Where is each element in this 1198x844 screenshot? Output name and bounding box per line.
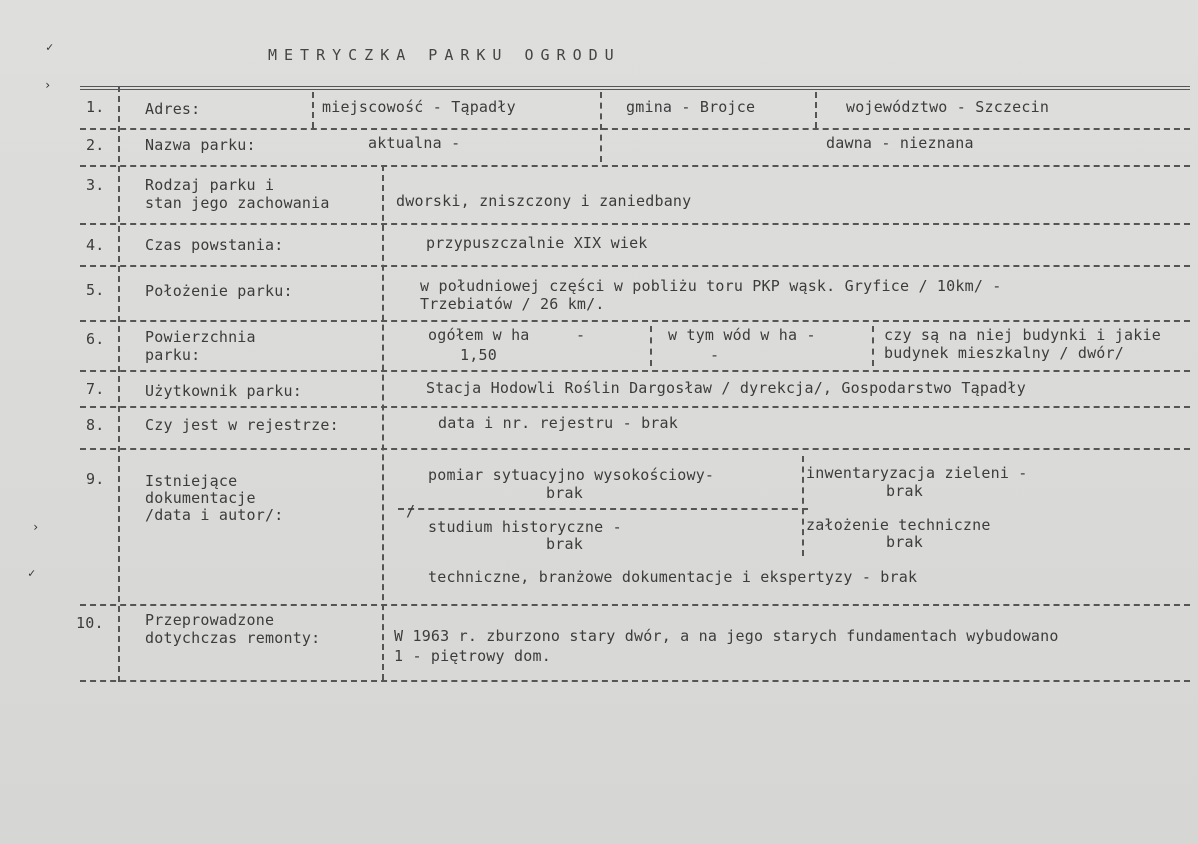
row-rule <box>80 370 1190 372</box>
area-value: 1,50 <box>460 346 497 364</box>
buildings-question: czy są na niej budynki i jakie <box>884 326 1161 344</box>
cell-rule <box>650 326 652 366</box>
margin-mark: › <box>32 520 40 534</box>
row-value: Stacja Hodowli Roślin Dargosław / dyrekcja/, Gospodarstwo Tąpadły <box>426 379 1026 397</box>
row-label: parku: <box>145 346 201 364</box>
row-label: Rodzaj parku i <box>145 176 275 194</box>
row-number: 10. <box>76 614 104 632</box>
cell-rule <box>815 92 817 128</box>
row-label: Powierzchnia <box>145 328 256 346</box>
water-value: - <box>710 346 720 364</box>
row-rule <box>80 223 1190 225</box>
row-rule <box>80 320 1190 322</box>
row-number: 1. <box>86 98 105 116</box>
document-title: METRYCZKA PARKU OGRODU <box>268 46 621 64</box>
row-rule <box>80 165 1190 167</box>
row-number: 7. <box>86 380 105 398</box>
row-label: Czas powstania: <box>145 236 284 254</box>
doc-name: założenie techniczne <box>806 516 991 534</box>
doc-status: brak <box>546 535 583 553</box>
row-number: 6. <box>86 330 105 348</box>
docs-footer: techniczne, branżowe dokumentacje i ekspertyzy - brak <box>428 568 918 586</box>
row-label: dotychczas remonty: <box>145 629 321 647</box>
row-value: Trzebiatów / 26 km/. <box>420 295 605 313</box>
area-label: ogółem w ha <box>428 326 530 344</box>
row-label: /data i autor/: <box>145 506 284 524</box>
row-value: przypuszczalnie XIX wiek <box>426 234 648 252</box>
doc-name: studium historyczne - <box>428 518 622 536</box>
row-rule <box>80 128 1190 130</box>
cell-value: województwo - Szczecin <box>846 98 1050 116</box>
row-value: w południowej części w pobliżu toru PKP wąsk. Gryfice / 10km/ - <box>420 277 1002 295</box>
row-rule <box>80 265 1190 267</box>
doc-status: brak <box>886 533 923 551</box>
doc-status: brak <box>546 484 583 502</box>
row-label: Adres: <box>145 100 201 118</box>
cell-rule <box>312 92 314 128</box>
doc-name: pomiar sytuacyjno wysokościowy- <box>428 466 715 484</box>
row-rule <box>80 448 1190 450</box>
table-top-rule <box>80 86 1190 90</box>
row-value: dworski, zniszczony i zaniedbany <box>396 192 692 210</box>
row-label: Istniejące <box>145 472 238 490</box>
area-dash: - <box>576 326 586 344</box>
row-value: 1 - piętrowy dom. <box>394 647 551 665</box>
row-rule <box>80 406 1190 408</box>
row-value: data i nr. rejestru - brak <box>438 414 678 432</box>
row-label: stan jego zachowania <box>145 194 330 212</box>
cell-rule <box>802 456 804 556</box>
row-label: Użytkownik parku: <box>145 382 302 400</box>
row-number: 8. <box>86 416 105 434</box>
margin-mark: › <box>44 78 52 92</box>
row-number: 3. <box>86 176 105 194</box>
cell-value: dawna - nieznana <box>826 134 974 152</box>
margin-mark: ✓ <box>46 40 54 54</box>
water-label: w tym wód w ha - <box>668 326 816 344</box>
buildings-answer: budynek mieszkalny / dwór/ <box>884 344 1124 362</box>
number-column-rule <box>118 86 120 682</box>
cell-value: miejscowość - Tąpadły <box>322 98 516 116</box>
row-rule <box>80 604 1190 606</box>
cell-rule <box>872 326 874 366</box>
row-number: 9. <box>86 470 105 488</box>
row-number: 5. <box>86 281 105 299</box>
cell-value: gmina - Brojce <box>626 98 756 116</box>
cell-rule <box>600 92 602 162</box>
row-number: 2. <box>86 136 105 154</box>
table-bottom-rule <box>80 680 1190 682</box>
row-label: Przeprowadzone <box>145 611 275 629</box>
row-label: Czy jest w rejestrze: <box>145 416 339 434</box>
docs-inner-rule <box>398 508 808 510</box>
doc-status: brak <box>886 482 923 500</box>
row-number: 4. <box>86 236 105 254</box>
label-column-rule <box>382 165 384 680</box>
row-label: dokumentacje <box>145 489 256 507</box>
slash-mark: / <box>406 502 416 520</box>
row-label: Nazwa parku: <box>145 136 256 154</box>
row-value: W 1963 r. zburzono stary dwór, a na jego starych fundamentach wybudowano <box>394 627 1059 645</box>
margin-mark: ✓ <box>28 566 36 580</box>
cell-value: aktualna - <box>368 134 461 152</box>
row-label: Położenie parku: <box>145 282 293 300</box>
doc-name: inwentaryzacja zieleni - <box>806 464 1028 482</box>
